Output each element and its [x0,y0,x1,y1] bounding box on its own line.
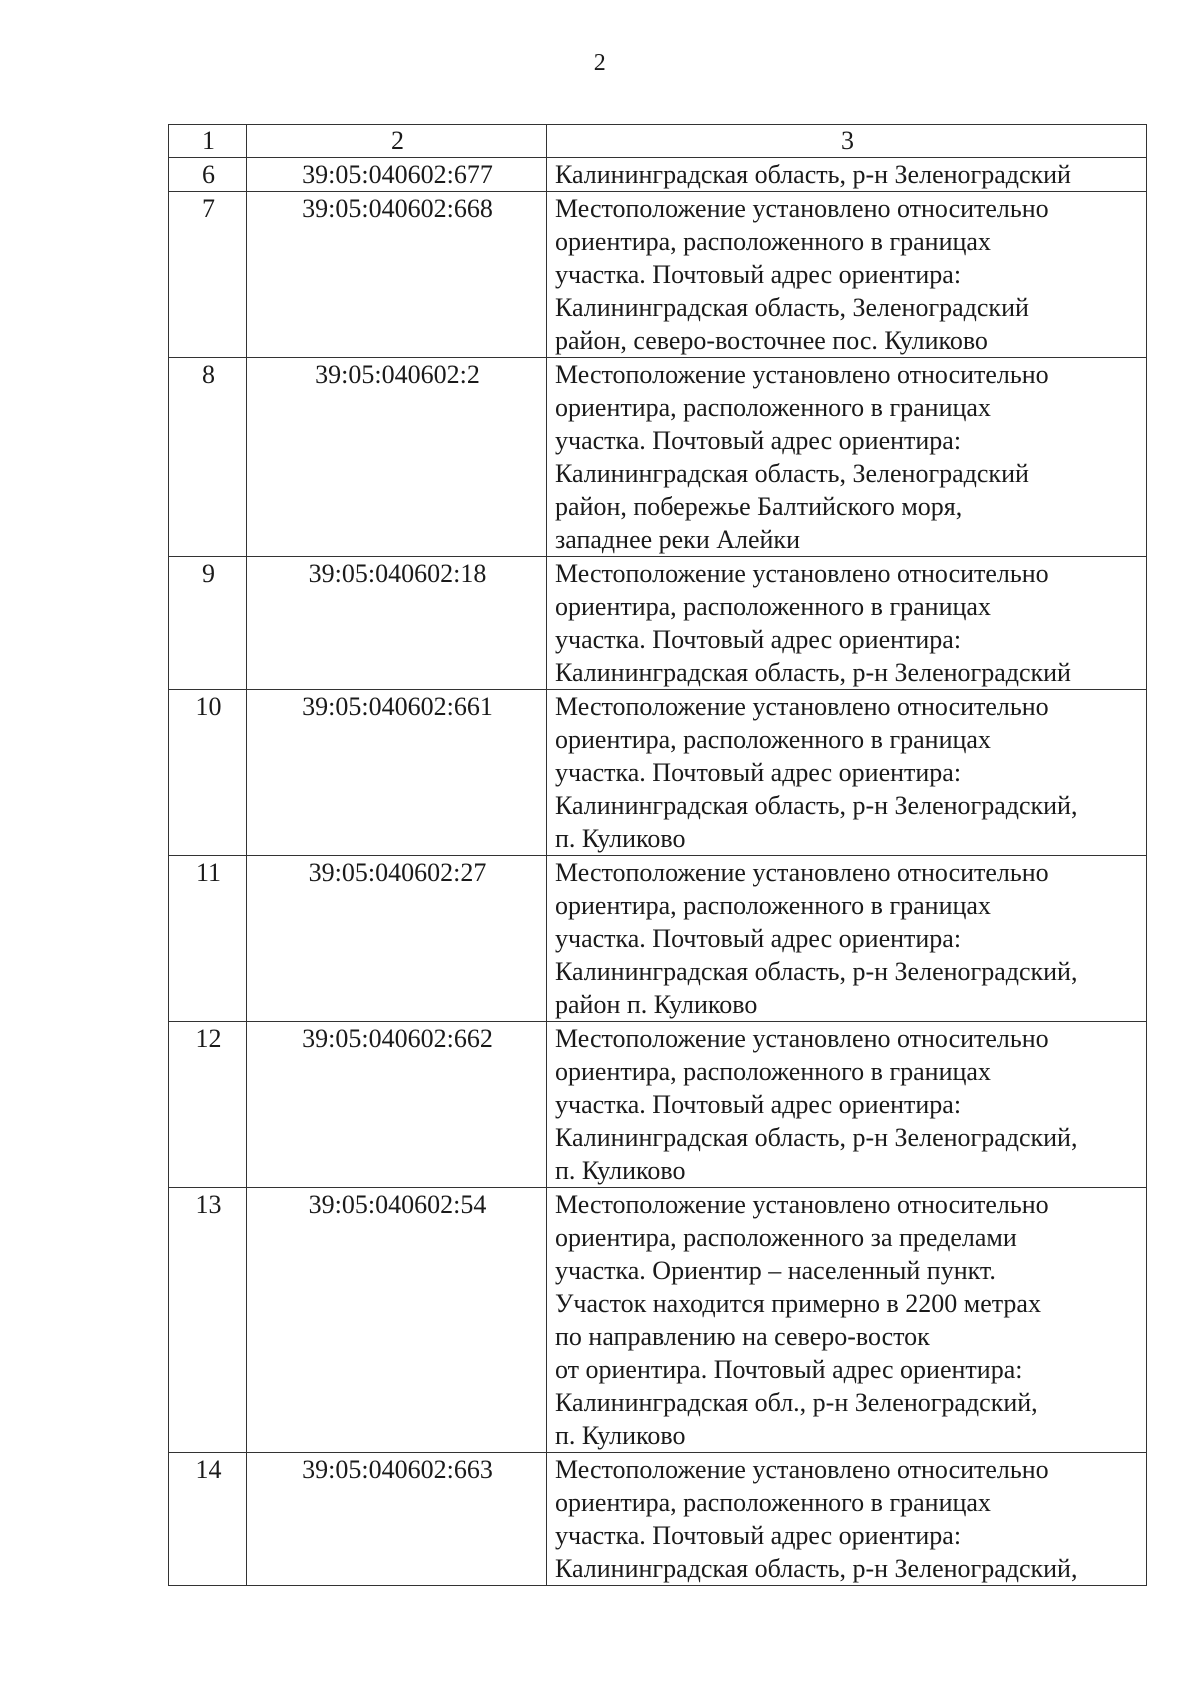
address-text: Местоположение установлено относительно ориентира, расположенного в границах участка. Почтовый адрес ориентира: Калининградская область, р-н Зеленоградский, [555,1455,1078,1583]
row-number: 14 [169,1453,247,1586]
table-row [169,358,1147,557]
column-number-1: 1 [169,125,247,158]
address-text: Местоположение установлено относительно ориентира, расположенного в границах участка. Почтовый адрес ориентира: Калининградская область, р-н Зеленоградский, п. Куликово [555,1024,1078,1185]
address-cell [547,557,1147,690]
address-cell [547,192,1147,358]
address-cell [547,856,1147,1022]
land-plots-table [168,124,1147,1586]
address-text: Местоположение установлено относительно ориентира, расположенного в границах участка. Почтовый адрес ориентира: Калининградская область, р-н Зеленоградский, п. Куликово [555,692,1078,853]
table-row [169,1188,1147,1453]
table-row [169,158,1147,192]
table-row [169,856,1147,1022]
address-text: Местоположение установлено относительно ориентира, расположенного в границах участка. Почтовый адрес ориентира: Калининградская область, Зеленоградский район, побережье Балтийского моря, западнее реки Алейки [555,360,1049,554]
cadastral-number: 39:05:040602:668 [247,192,547,358]
row-number: 7 [169,192,247,358]
address-text: Местоположение установлено относительно ориентира, расположенного в границах участка. Почтовый адрес ориентира: Калининградская область, р-н Зеленоградский, район п. Куликово [555,858,1078,1019]
cadastral-number: 39:05:040602:663 [247,1453,547,1586]
cadastral-number: 39:05:040602:677 [247,158,547,192]
row-number: 11 [169,856,247,1022]
cadastral-number: 39:05:040602:2 [247,358,547,557]
row-number: 6 [169,158,247,192]
cadastral-number: 39:05:040602:18 [247,557,547,690]
address-text: Местоположение установлено относительно ориентира, расположенного в границах участка. Почтовый адрес ориентира: Калининградская область, р-н Зеленоградский [555,559,1071,687]
row-number: 10 [169,690,247,856]
address-cell [547,1022,1147,1188]
page-number: 2 [593,50,607,76]
row-number: 13 [169,1188,247,1453]
column-number-2: 2 [247,125,547,158]
address-text: Местоположение установлено относительно ориентира, расположенного в границах участка. Почтовый адрес ориентира: Калининградская область, Зеленоградский район, северо-восточнее пос. Куликово [555,194,1049,355]
table-row [169,557,1147,690]
address-cell [547,358,1147,557]
cadastral-number: 39:05:040602:661 [247,690,547,856]
column-number-3: 3 [547,125,1147,158]
row-number: 12 [169,1022,247,1188]
row-number: 9 [169,557,247,690]
address-text: Калининградская область, р-н Зеленоградский [555,160,1071,189]
table-row [169,1022,1147,1188]
address-text: Местоположение установлено относительно ориентира, расположенного за пределами участка. Ориентир – населенный пункт. Участок находится примерно в 2200 метрах по направлению на северо-восток от ориентира. Почтовый адрес ориентира: Калининградская обл., р-н Зеленоградский, п. Куликово [555,1190,1049,1450]
address-cell [547,158,1147,192]
address-cell [547,1188,1147,1453]
table-row [169,192,1147,358]
table-header-row [169,125,1147,158]
cadastral-number: 39:05:040602:662 [247,1022,547,1188]
cadastral-number: 39:05:040602:54 [247,1188,547,1453]
cadastral-number: 39:05:040602:27 [247,856,547,1022]
table-row [169,690,1147,856]
address-cell [547,1453,1147,1586]
row-number: 8 [169,358,247,557]
address-cell [547,690,1147,856]
table-row [169,1453,1147,1586]
